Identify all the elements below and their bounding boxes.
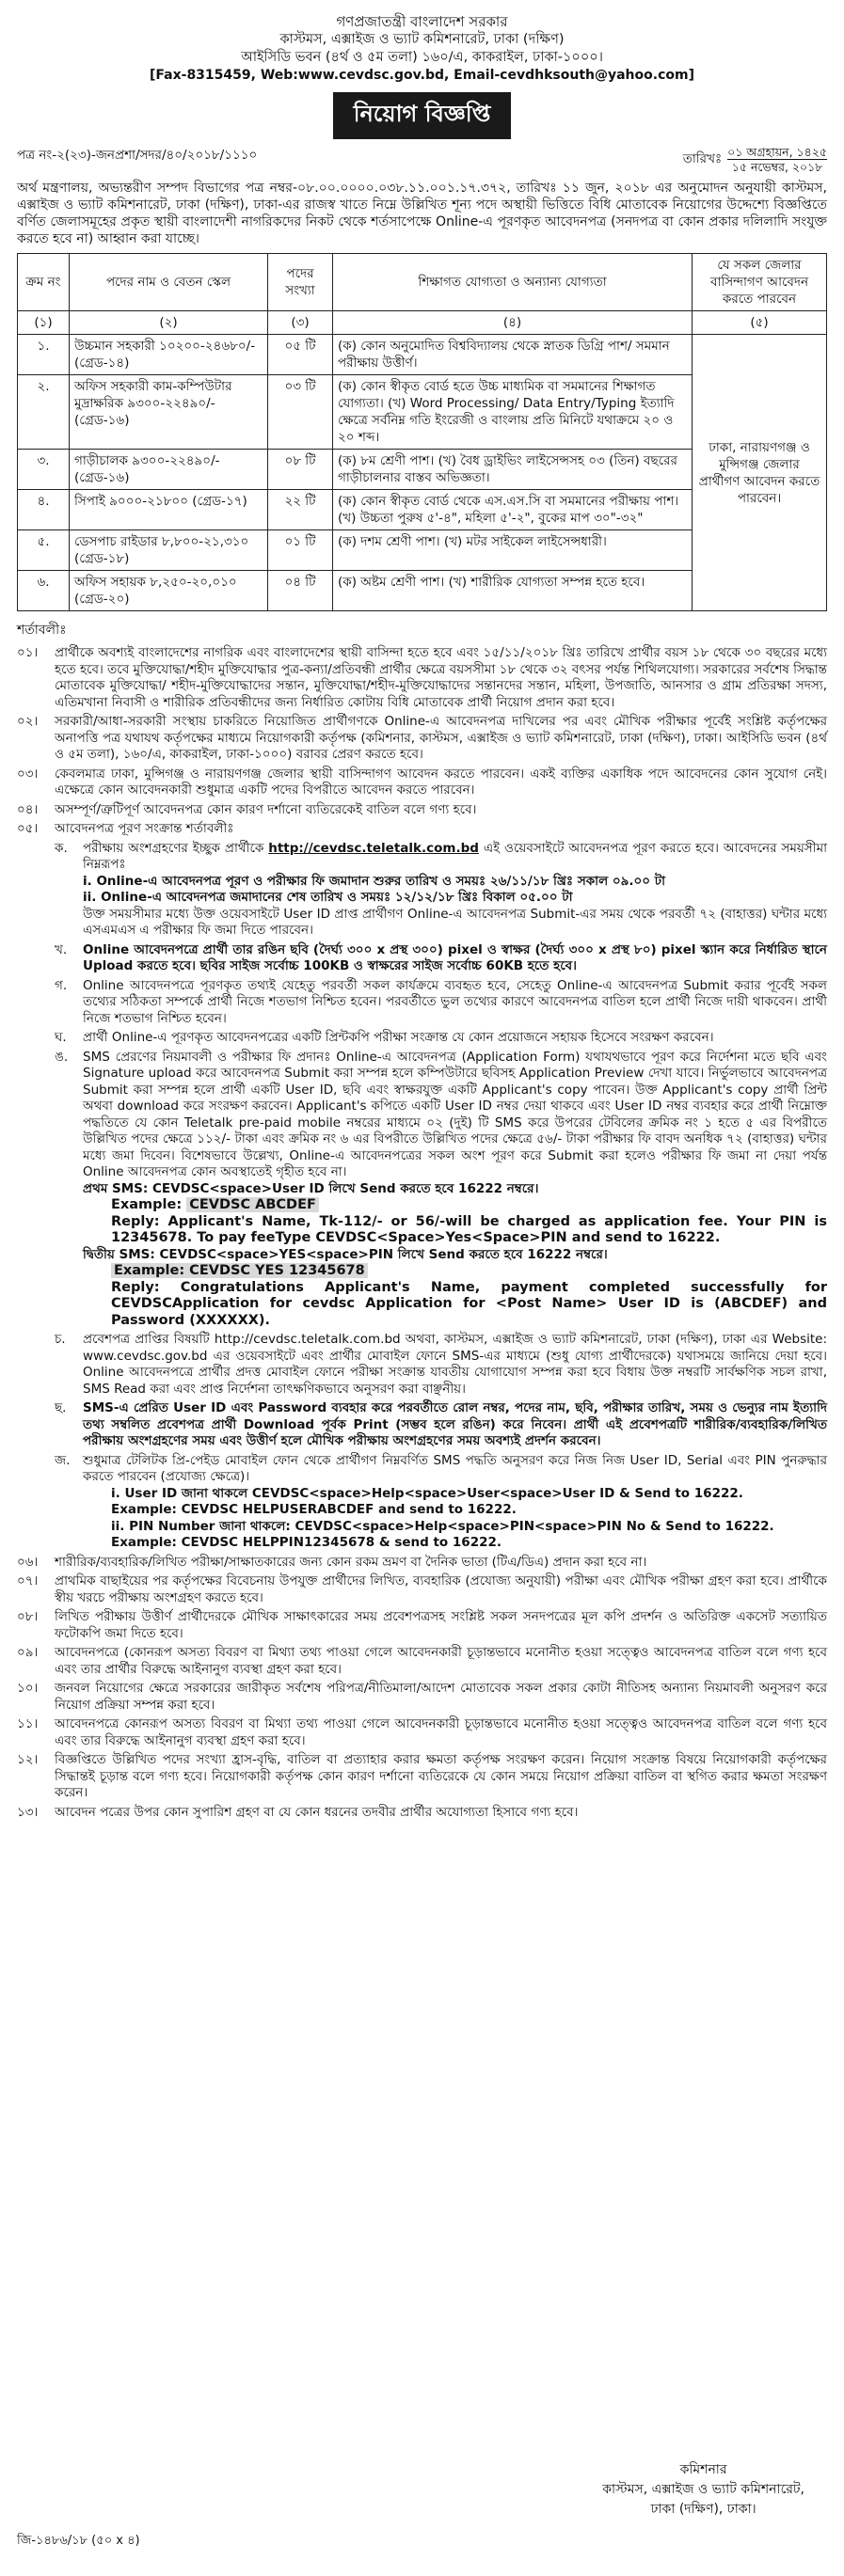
term-number: ১১। (17, 1716, 39, 1731)
col-number: (৪) (333, 311, 693, 335)
term-number: ০৯। (17, 1645, 39, 1660)
row-serial: ৩. (18, 450, 70, 490)
date-label: তারিখঃ (682, 151, 723, 166)
row-serial: ৬. (18, 571, 70, 611)
term-text: শারীরিক/ব্যবহারিক/লিখিত পরীক্ষা/সাক্ষাতকারের জন্য কোন রকম ভ্রমণ বা দৈনিক ভাতা (টিএ/ডিএ) প্রদান করা হবে না। (55, 1554, 647, 1570)
term-text: প্রার্থীকে অবশ্যই বাংলাদেশের নাগরিক এবং বাংলাদেশের স্থায়ী বাসিন্দা হতে হবে এবং ১৫/১১/২০১৮ খ্রিঃ তারিখে প্রার্থীর বয়স ১৮ থেকে ৩০ বছরের মধ্যে হতে হবে। তবে মুক্তিযোদ্ধা/শহীদ মুক্তিযোদ্ধার পুত্র-কন্যা/প্রতিবন্ধী প্রার্থীর ক্ষেত্রে বয়সসীমা ১৮ থেকে ৩২ বৎসর পর্যন্ত শিথিলযোগ্য। সরকারের সর্বশেষ সিদ্ধান্ত মোতাবেক মুক্তিযোদ্ধা/ শহীদ-মুক্তিযোদ্ধাদের সন্তান, মুক্তিযোদ্ধা/শহীদ-মুক্তিযোদ্ধাদের সন্তানদের সন্তান, মহিলা, উপজাতি, আনসার ও গ্রাম প্রতিরক্ষা সদস্য, এতিমখানা নিবাসী ও শারীরিক প্রতিবন্ধীদের জন্য নির্ধারিত কোটায় বিধি মোতাবেক প্রার্থী নিয়োগ প্রদান করা হবে। (55, 645, 827, 710)
term-item (17, 1645, 827, 1678)
apply-text (83, 1453, 827, 1552)
row-qualification: (ক) দশম শ্রেণী পাশ। (খ) মটর সাইকেল লাইসেন্সধারী। (333, 530, 693, 571)
row-post: উচ্চমান সহকারী ১০২০০-২৪৬৮০/- (গ্রেড-১৪) (70, 335, 268, 375)
term-text: আবেদন পত্রের উপর কোন সুপারিশ গ্রহণ বা যে কোন ধরনের তদবীর প্রার্থীর অযোগ্যতা হিসাবে গণ্য হবে। (55, 1804, 579, 1820)
term-number: ০১। (17, 645, 39, 660)
term-number: ০২। (17, 714, 39, 729)
recovery-pin-example: Example: CEVDSC HELPPIN12345678 & send to 16222. (111, 1535, 502, 1550)
apply-item-kha (55, 942, 827, 975)
apply-marker: গ. (55, 977, 68, 993)
term-text: বিজ্ঞপ্তিতে উল্লিখিত পদের সংখ্যা হ্রাস-বৃদ্ধি, বাতিল বা প্রত্যাহার করার ক্ষমতা কর্তৃপক্ষ সংরক্ষণ করেন। নিয়োগ সংক্রান্ত বিষয়ে নিয়োগকারী কর্তৃপক্ষের সিদ্ধান্তই চূড়ান্ত বলে গণ্য হবে। নিয়োগকারী কর্তৃপক্ষ কোন কারণ দর্শানো ব্যতিরেকে যে কোন সময়ে নিয়োগ প্রক্রিয়া বাতিল বা স্থগিত করার ক্ষমতা সংরক্ষণ করেন। (55, 1752, 827, 1800)
term-item (17, 1555, 827, 1572)
apply-item-ja (55, 1453, 827, 1552)
term-item (17, 714, 827, 764)
row-qualification: (ক) ৮ম শ্রেণী পাশ। (খ) বৈধ ড্রাইভিং লাইসেন্সসহ ০৩ (তিন) বছরের গাড়ীচালনার বাস্তব অভিজ্ঞতা। (333, 450, 693, 490)
col-number: (১) (18, 311, 70, 335)
term-number: ০৩। (17, 766, 39, 782)
row-serial: ১. (18, 335, 70, 375)
apply-text: প্রার্থী Online-এ পূরণকৃত আবেদনপত্রের একটি প্রিন্টকপি পরীক্ষা সংক্রান্ত যে কোন প্রয়োজনে সহায়ক হিসেবে সংরক্ষণ করবেন। (83, 1030, 714, 1045)
row-post: অফিস সহকারী কাম-কম্পিউটার মুদ্রাক্ষরিক ৯৩০০-২২৪৯০/- (গ্রেড-১৬) (70, 375, 268, 450)
apply-item-ka (55, 841, 827, 940)
row-count: ০৫ টি (268, 335, 333, 375)
term-text: লিখিত পরীক্ষায় উত্তীর্ণ প্রার্থীদেরকে মৌখিক সাক্ষাৎকারের সময় প্রবেশপত্রসহ সংশ্লিষ্ট সকল সনদপত্রের মূল কপি প্রদর্শন ও অতিরিক্ত একসেট সত্যায়িত ফটোকপি জমা দিতে হবে। (55, 1609, 827, 1641)
second-sms-example (111, 1263, 827, 1280)
example-label: Example: (111, 1197, 183, 1212)
date-bangla: ০১ অগ্রহায়ন, ১৪২৫ (727, 145, 827, 159)
row-qualification: (ক) কোন স্বীকৃত বোর্ড হতে উচ্চ মাধ্যমিক বা সমমানের শিক্ষাগত যোগ্যতা। (খ) Word Processing/ Data Entry/Typing ইত্যাদি ক্ষেত্রে সর্বনিম্ন গতি ইংরেজী ও বাংলায় প্রতি মিনিটে যথাক্রমে ২০ ও ২০ শব্দ। (333, 375, 693, 450)
row-qualification: (ক) কোন অনুমোদিত বিশ্ববিদ্যালয় থেকে স্নাতক ডিগ্রি পাশ/ সমমান পরীক্ষায় উত্তীর্ণ। (333, 335, 693, 375)
term-text: সরকারী/আধা-সরকারী সংস্থায় চাকরিতে নিয়োজিত প্রার্থীগণকে Online-এ আবেদনপত্র দাখিলের পর এবং মৌখিক পরীক্ষার পূর্বেই সংশ্লিষ্ট কর্তৃপক্ষের অনাপত্তি পত্র যথাযথ কর্তৃপক্ষের মাধ্যমে নিয়োগকারী কর্তৃপক্ষ (কমিশনার, কাস্টমস, এক্সাইজ ও ভ্যাট কমিশনারেট, ঢাকা (দক্ষিণ), ঢাকা। আইসিডি ভবন (৪র্থ ও ৫ম তলা), ১৬০/এ, কাকরাইল, ঢাকা-১০০০) বরাবর প্রেরণ করতে হবে। (55, 714, 827, 762)
example-code: Example: CEVDSC YES 12345678 (111, 1263, 368, 1278)
term-item (17, 802, 827, 819)
apply-ka-text: পরীক্ষায় অংশগ্রহণের ইচ্ছুক প্রার্থীকে (83, 840, 264, 856)
apply-start-time: i. Online-এ আবেদনপত্র পূরণ ও পরীক্ষার ফি জমাদান শুরুর তারিখ ও সময়ঃ ২৬/১১/১৮ খ্রিঃ সকাল ০৯.০০ টা (83, 873, 666, 889)
letterhead (17, 13, 827, 85)
col-qualification: শিক্ষাগত যোগ্যতা ও অন্যান্য যোগ্যতা (333, 254, 693, 311)
row-post: গাড়ীচালক ৯৩০০-২২৪৯০/- (গ্রেড-১৬) (70, 450, 268, 490)
row-qualification: (ক) কোন স্বীকৃত বোর্ড থেকে এস.এস.সি বা সমমানের পরীক্ষায় পাশ। (খ) উচ্চতা পুরুষ ৫'-৪", মহিলা ৫'-২", বুকের মাপ ৩০"-৩২" (333, 490, 693, 530)
print-code: জি-১৪৮৬/১৮ (৫০ x ৪) (17, 2534, 140, 2548)
recovery-text: শুধুমাত্র টেলিটক প্রি-পেইড মোবাইল ফোন থেকে প্রার্থীগণ নিম্নবর্ণিত SMS পদ্ধতি অনুসরণ করে নিজ নিজ User ID, Serial এবং PIN পুনরুদ্ধার করতে পারবেন (প্রযোজ্য ক্ষেত্রে)। (83, 1452, 827, 1484)
row-post: সিপাই ৯০০০-২১৮০০ (গ্রেড-১৭) (70, 490, 268, 530)
term-item (17, 1805, 827, 1822)
term-text: আবেদনপত্র পূরণ সংক্রান্ত শর্তাবলীঃ (55, 821, 234, 836)
col-post: পদের নাম ও বেতন স্কেল (70, 254, 268, 311)
apply-text: Online আবেদনপত্রে প্রার্থী তার রঙিন ছবি (দৈর্ঘ্য ৩০০ x প্রস্থ ৩০০) pixel ও স্বাক্ষর (দৈর্ঘ্য ৩০০ x প্রস্থ ৮০) pixel স্ক্যান করে নির্ধারিত স্থানে Upload করতে হবে। ছবির সাইজ সর্বোচ্চ 100KB ও স্বাক্ষরের সাইজ সর্বোচ্চ 60KB হতে হবে। (83, 941, 827, 973)
recovery-pin: ii. PIN Number জানা থাকলে: CEVDSC<space>Help<space>PIN<space>PIN No & Send to 16222. (111, 1518, 774, 1534)
example-code: CEVDSC ABCDEF (186, 1197, 319, 1212)
term-item (17, 1752, 827, 1802)
table-header-row (18, 254, 827, 311)
apply-item-chha (55, 1400, 827, 1450)
term-text: কেবলমাত্র ঢাকা, মুন্সিগঞ্জ ও নারায়ণগঞ্জ জেলার স্থায়ী বাসিন্দাগণ আবেদন করতে পারবেন। একই ব্যক্তির একাধিক পদে আবেদনের কোন সুযোগ নেই। এক্ষেত্রে কোন আবেদনকারী শুধুমাত্র একটি পদের বিপরীতে আবেদন করতে পারবেন। (55, 766, 827, 798)
apply-text: Online আবেদনপত্রে পূরণকৃত তথ্যই যেহেতু পরবর্তী সকল কার্যক্রমে ব্যবহৃত হবে, সেহেতু Online-এ আবেদনপত্র Submit করার পূর্বেই সকল তথ্যের সঠিকতা সম্পর্কে প্রার্থী নিজে শতভাগ নিশ্চিত হবেন। পরবর্তীতে ভুল তথ্যের কারণে আবেদনপত্র বাতিল হলে প্রার্থী নিজে দায়ী থাকবেন। প্রার্থী নিজে শতভাগ নিশ্চিত হবেন। (83, 977, 827, 1026)
recovery-user-id: i. User ID জানা থাকলে CEVDSC<space>Help<space>User<space>User ID & Send to 16222. (111, 1485, 743, 1501)
signatory-title: কমিশনার (679, 2462, 727, 2477)
col-districts: যে সকল জেলার বাসিন্দাগণ আবেদন করতে পারবেন (693, 254, 827, 311)
apply-end-time: ii. Online-এ আবেদনপত্র জমাদানের শেষ তারিখ ও সময়ঃ ১২/১২/১৮ খ্রিঃ বিকাল ০৫.০০ টা (83, 890, 573, 905)
term-number: ১০। (17, 1681, 39, 1696)
row-post: অফিস সহায়ক ৮,২৫০-২০,০১০ (গ্রেড-২০) (70, 571, 268, 611)
banner-wrap (17, 92, 827, 139)
posts-table (17, 253, 827, 611)
row-count: ০৮ টি (268, 450, 333, 490)
term-text: অসম্পূর্ণ/ত্রুটিপূর্ণ আবেদনপত্র কোন কারণ দর্শানো ব্যতিরেকেই বাতিল বলে গণ্য হবে। (55, 801, 477, 817)
apply-marker: জ. (55, 1452, 71, 1468)
reference-number: পত্র নং-২(২৩)-জনপ্রশা/সদর/৪০/২০১৮/১১১০ (17, 148, 258, 163)
notice-title: নিয়োগ বিজ্ঞপ্তি (333, 92, 512, 139)
term-text: জনবল নিয়োগের ক্ষেত্রে সরকারের জারীকৃত সর্বশেষ পরিপত্র/নীতিমালা/আদেশ মোতাবেক সকল প্রকার কোটা নীতিসহ অন্যান্য নিয়মাবলী অনুসরণ করে নিয়োগ প্রক্রিয়া সম্পন্ন করা হবে। (55, 1681, 827, 1713)
apply-text: SMS-এ প্রেরিত User ID এবং Password ব্যবহার করে পরবর্তীতে রোল নম্বর, পদের নাম, ছবি, পরীক্ষার তারিখ, সময় ও ভেন্যুর নাম ইত্যাদি তথ্য সম্বলিত প্রবেশপত্র প্রার্থী Download পূর্বক Print (সম্ভব হলে রঙিন) করে নিবেন। প্রার্থী এই প্রবেশপত্রটি শারীরিক/ব্যবহারিক/লিখিত পরীক্ষায় অংশগ্রহণের সময় এবং উত্তীর্ণ হলে মৌখিক পরীক্ষায় অংশগ্রহণের সময় অবশ্যই প্রদর্শন করবেন। (83, 1400, 827, 1448)
govt-name: গণপ্রজাতন্ত্রী বাংলাদেশ সরকার (336, 13, 508, 30)
term-number: ০৭। (17, 1573, 39, 1588)
apply-item-gha (55, 1030, 827, 1047)
row-serial: ২. (18, 375, 70, 450)
apply-text (83, 1050, 827, 1330)
term-item (17, 1609, 827, 1642)
recovery-user-id-example: Example: CEVDSC HELPUSERABCDEF and send to 16222. (111, 1502, 517, 1517)
apply-marker: ঘ. (55, 1030, 67, 1045)
apply-marker: চ. (55, 1332, 66, 1347)
term-item (17, 1681, 827, 1714)
term-item (17, 766, 827, 799)
signatory-office: কাস্টমস, এক্সাইজ ও ভ্যাট কমিশনারেট, (602, 2482, 804, 2497)
row-count: ০৪ টি (268, 571, 333, 611)
second-sms: দ্বিতীয় SMS: CEVDSC<space>YES<space>PIN লিখে Send করতে হবে 16222 নম্বরে। (83, 1246, 608, 1262)
term-number: ১২। (17, 1752, 39, 1767)
term-number: ০৮। (17, 1609, 39, 1624)
date-block (683, 145, 827, 174)
term-text: প্রাথমিক বাছাইয়ের পর কর্তৃপক্ষের বিবেচনায় উপযুক্ত প্রার্থীদের লিখিত, ব্যবহারিক (প্রযোজ্য অনুযায়ী) পরীক্ষা এবং মৌখিক পরীক্ষা গ্রহণ করা হবে। প্রার্থীকে স্বীয় খরচে পরীক্ষায় অংশগ্রহণ করতে হবে। (55, 1573, 827, 1605)
term-number: ০৫। (17, 821, 39, 836)
office-contact: [Fax-8315459, Web:www.cevdsc.gov.bd, Email-cevdhksouth@yahoo.com] (150, 68, 694, 83)
term-item (17, 1573, 827, 1606)
office-name: কাস্টমস, এক্সাইজ ও ভ্যাট কমিশনারেট, ঢাকা (দক্ষিণ) (279, 32, 565, 47)
term-item (17, 821, 827, 838)
intro-paragraph: অর্থ মন্ত্রণালয়, অভ্যন্তরীণ সম্পদ বিভাগের পত্র নম্বর-০৮.০০.০০০০.০৩৮.১১.০০১.১৭.৩৭২, তারিখঃ ১১ জুন, ২০১৮ এর অনুমোদন অনুযায়ী কাস্টমস, এক্সাইজ ও ভ্যাট কমিশনারেট, ঢাকা (দক্ষিণ), ঢাকা-এর রাজস্ব খাতে নিম্নে উল্লিখিত শূন্য পদে অস্থায়ী ভিত্তিতে বিধি মোতাবেক নিয়োগের উদ্দেশ্যে বিজ্ঞপ্তিতে বর্ণিত জেলাসমূহের প্রকৃত স্থায়ী বাংলাদেশী নাগরিকদের নিকট থেকে শর্তসাপেক্ষে Online-এ পূরণকৃত আবেদনপত্র (সনদপত্র বা কোন প্রকার দলিলাদি সংযুক্ত করতে হবে না) আহ্বান করা যাচ্ছে। (17, 181, 827, 246)
signature-block (602, 2460, 804, 2520)
row-count: ২২ টি (268, 490, 333, 530)
apply-marker: ক. (55, 840, 68, 856)
first-sms-reply: Reply: Applicant's Name, Tk-112/- or 56/-will be charged as application fee. Your PIN is 12345678. To pay feeType CEVDSC<Space>Yes<Space>PIN and send to 16222. (111, 1213, 827, 1245)
apply-marker: ঙ. (55, 1049, 69, 1065)
sms-rules-text: SMS প্রেরণের নিয়মাবলী ও পরীক্ষার ফি প্রদানঃ Online-এ আবেদনপত্র (Application Form) যথাযথভাবে পূরণ করে নির্দেশনা মতে ছবি এবং Signature upload করে আবেদনপত্র Submit করা সম্পন্ন হলে কম্পিউটারে ছবিসহ Application Preview দেখা যাবে। নির্ভুলভাবে আবেদনপত্র Submit করা সম্পন্ন হলে প্রার্থী একটি User ID, ছবি এবং স্বাক্ষরযুক্ত একটি Applicant's copy পাবেন। উক্ত Applicant's copy প্রার্থী প্রিন্ট অথবা download করে সংরক্ষণ করবেন। Applicant's কপিতে একটি User ID নম্বর দেয়া থাকবে এবং User ID নম্বর ব্যবহার করে প্রার্থী নিম্নোক্ত পদ্ধতিতে যে কোন Teletalk pre-paid mobile নম্বরের মাধ্যমে ০২ (দুই) টি SMS করে উপরের টেবিলের ক্রমিক নং ১ হতে ৫ এর বিপরীতে উল্লিখিত পদের ক্ষেত্রে ১১২/- টাকা এবং ক্রমিক নং ৬ এর বিপরীতে উল্লিখিত পদের ক্ষেত্রে ৫৬/- টাকা পরীক্ষার ফি বাবদ অনধিক ৭২ (বাহাত্তর) ঘন্টার মধ্যে জমা দিবেন। বিশেষভাবে উল্লেখ্য, Online-এ আবেদনপত্রের সকল অংশ পূরণ করে Submit করা হলেও পরীক্ষার ফি জমা না দেয়া পর্যন্ত Online আবেদনপত্র কোন অবস্থাতেই গৃহীত হবে না। (83, 1049, 827, 1179)
apply-time-note: উক্ত সময়সীমার মধ্যে উক্ত ওয়েবসাইটে User ID প্রাপ্ত প্রার্থীগণ Online-এ আবেদনপত্র Submit-এর সময় থেকে পরবর্তী ৭২ (বাহাত্তর) ঘন্টার মধ্যে এসএমএস এ পরীক্ষার ফি জমা দিতে পারবেন। (83, 906, 827, 938)
col-count: পদের সংখ্যা (268, 254, 333, 311)
col-number: (৩) (268, 311, 333, 335)
term-number: ১৩। (17, 1804, 39, 1820)
row-qualification: (ক) অষ্টম শ্রেণী পাশ। (খ) শারীরিক যোগ্যতা সম্পন্ন হতে হবে। (333, 571, 693, 611)
office-address: আইসিডি ভবন (৪র্থ ও ৫ম তলা) ১৬০/এ, কাকরাইল, ঢাকা-১০০০। (241, 50, 603, 65)
term-item (17, 1716, 827, 1749)
signatory-location: ঢাকা (দক্ষিণ), ঢাকা। (650, 2502, 756, 2517)
apply-ka-text-2: এই ওয়েবসাইটে আবেদনপত্র পূরণ করতে হবে। আবেদনের সময়সীমা নিম্নরূপঃ (83, 840, 827, 872)
col-serial: ক্রম নং (18, 254, 70, 311)
apply-item-cha (55, 1332, 827, 1398)
term-number: ০৪। (17, 801, 39, 817)
terms-title: শর্তাবলীঃ (17, 623, 67, 638)
notice-page (17, 0, 827, 2557)
row-serial: ৪. (18, 490, 70, 530)
apply-marker: ছ. (55, 1400, 67, 1415)
date-stack (727, 145, 827, 174)
col-number: (৫) (693, 311, 827, 335)
table-row (18, 335, 827, 375)
apply-marker: খ. (55, 941, 68, 957)
apply-item-ga (55, 978, 827, 1028)
row-districts: ঢাকা, নারায়ণগঞ্জ ও মুন্সিগঞ্জ জেলার প্রার্থীগণ আবেদন করতে পারবেন। (693, 335, 827, 611)
first-sms-example (111, 1197, 827, 1214)
term-item (17, 645, 827, 711)
row-serial: ৫. (18, 530, 70, 571)
apply-text (83, 841, 827, 940)
term-text: আবেদনপত্রে কোনরূপ অসত্য বিবরণ বা মিথ্যা তথ্য পাওয়া গেলে আবেদনকারী চূড়ান্তভাবে মনোনীত হওয়া সত্ত্বেও আবেদনপত্র বাতিল বলে গণ্য হবে এবং তার বিরুদ্ধে আইনানুগ ব্যবস্থা গ্রহণ করা হবে। (55, 1716, 827, 1748)
table-number-row (18, 311, 827, 335)
date-english: ১৫ নভেম্বর, ২০১৮ (731, 160, 823, 174)
term-text: আবেদনপত্রে (কোনরূপ অসত্য বিবরণ বা মিথ্যা তথ্য পাওয়া গেলে আবেদনকারী চূড়ান্তভাবে মনোনীত হওয়া সত্ত্বেও আবেদনপত্র বাতিল বলে গণ্য হবে এবং তার প্রার্থীর বিরুদ্ধে আইনানুগ ব্যবস্থা গ্রহণ করা হবে। (55, 1645, 827, 1677)
col-number: (২) (70, 311, 268, 335)
apply-item-umo (55, 1050, 827, 1330)
reference-line (17, 145, 827, 174)
term-number: ০৬। (17, 1554, 39, 1570)
row-count: ০১ টি (268, 530, 333, 571)
row-count: ০৩ টি (268, 375, 333, 450)
row-post: ডেসপাচ রাইডার ৮,৮০০-২১,৩১০ (গ্রেড-১৮) (70, 530, 268, 571)
second-sms-reply: Reply: Congratulations Applicant's Name, payment completed successfully for CEVDSCApplication for cevdsc Application for <Post Name> User ID is (ABCDEF) and Password (XXXXXX). (111, 1279, 827, 1328)
first-sms: প্রথম SMS: CEVDSC<space>User ID লিখে Send করতে হবে 16222 নম্বরে। (83, 1180, 539, 1196)
apply-text: প্রবেশপত্র প্রাপ্তির বিষয়টি http://cevdsc.teletalk.com.bd অথবা, কাস্টমস, এক্সাইজ ও ভ্যাট কমিশনারেট, ঢাকা (দক্ষিণ), ঢাকা এর Website: www.cevdsc.gov.bd এর ওয়েবসাইটে এবং প্রার্থীর মোবাইল ফোনে SMS-এর মাধ্যমে (শুধু যোগ্য প্রার্থীদেরকে) যথাসময়ে জানিয়ে দেয়া হবে। Online আবেদনপত্রে প্রার্থীর প্রদত্ত মোবাইল ফোনে পরীক্ষা সংক্রান্ত যাবতীয় যোগাযোগ সম্পন্ন করা হবে বিধায় উক্ত নম্বরটি সার্বক্ষণিক সচল রাখা, SMS Read করা এবং প্রাপ্ত নির্দেশনা তাৎক্ষণিকভাবে অনুসরণ করা বাঞ্ছনীয়। (83, 1332, 827, 1397)
application-website-link[interactable]: http://cevdsc.teletalk.com.bd (268, 840, 479, 856)
